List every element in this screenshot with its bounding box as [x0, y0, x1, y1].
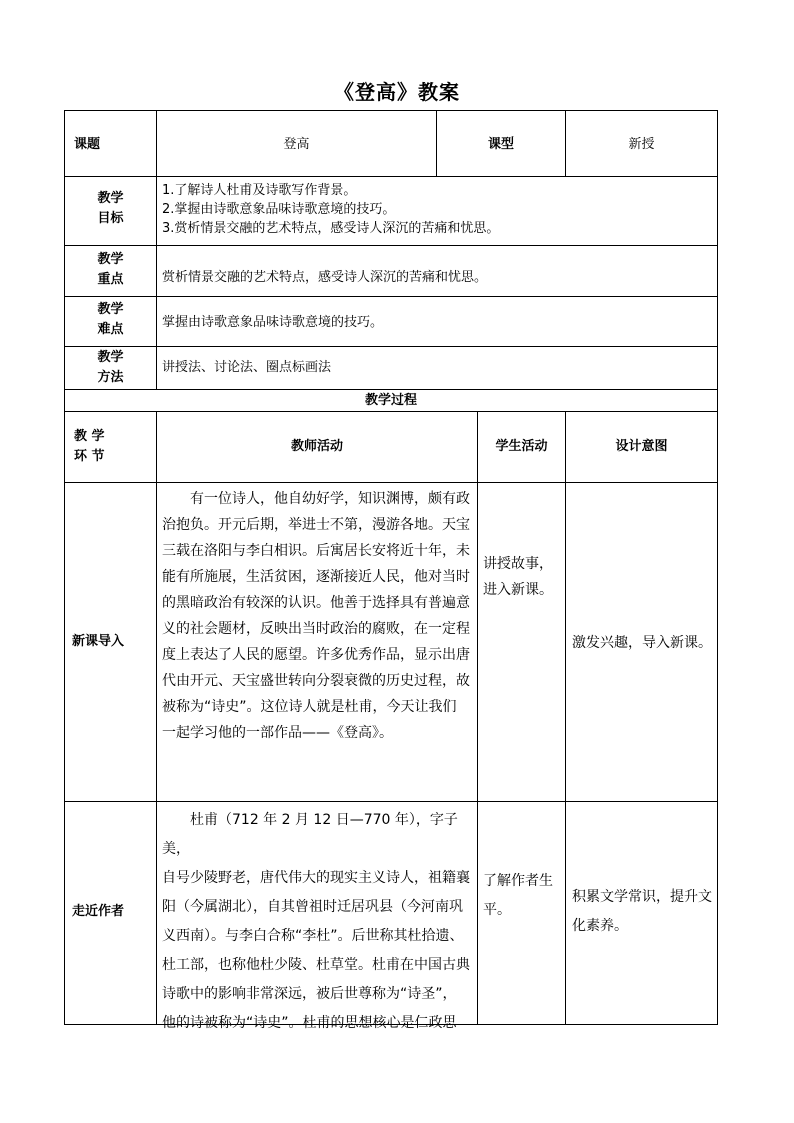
student-header: 学生活动	[495, 439, 548, 454]
intent-author: 积累文学常识，提升文 化素养。	[572, 889, 712, 934]
difficulties-value: 掌握由诗歌意象品味诗歌意境的技巧。	[162, 315, 384, 330]
intent-intro: 激发兴趣，导入新课。	[572, 635, 712, 651]
difficulties-label: 教学 难点	[97, 302, 124, 337]
text-line: 杜甫（712 年 2 月 12 日—770 年），字子美，	[162, 812, 458, 857]
text-line: 的黑暗政治有较深的认识。他善于选择具有普遍意	[162, 595, 470, 611]
objectives-label: 教学 目标	[97, 191, 124, 226]
methods-label: 教学 方法	[97, 350, 124, 385]
teacher-activity-author	[162, 806, 474, 1038]
table-rule	[64, 296, 718, 297]
table-rule	[477, 411, 478, 1024]
table-border-right	[717, 110, 718, 1025]
text-line: 阳（今属湖北），自其曾祖时迁居巩县（今河南巩	[162, 899, 463, 915]
table-rule	[64, 245, 718, 246]
page-title: 《登高》教案	[334, 80, 460, 104]
objective-item: 3.赏析情景交融的艺术特点，感受诗人深沉的苦痛和忧思。	[162, 221, 500, 236]
methods-value: 讲授法、讨论法、圈点标画法	[162, 360, 332, 375]
text-line: 度上表达了人民的愿望。许多优秀作品，显示出唐	[162, 647, 470, 663]
table-rule	[64, 346, 718, 347]
objective-item: 1.了解诗人杜甫及诗歌写作背景。	[162, 183, 357, 198]
table-rule	[64, 389, 718, 390]
teacher-activity-intro	[162, 486, 474, 746]
key-points-label: 教学 重点	[97, 252, 124, 287]
table-border-top	[64, 110, 718, 111]
table-rule	[64, 176, 718, 177]
table-rule	[64, 482, 718, 483]
table-rule	[64, 801, 718, 802]
text-line: 诗歌中的影响非常深远，被后世尊称为“诗圣”，	[162, 986, 457, 1002]
topic-label: 课题	[74, 137, 101, 152]
type-label: 课型	[487, 137, 514, 152]
topic-value: 登高	[283, 137, 310, 152]
table-rule	[565, 411, 566, 1024]
process-title: 教学过程	[364, 393, 417, 408]
key-points-value: 赏析情景交融的艺术特点，感受诗人深沉的苦痛和忧思。	[162, 270, 488, 285]
objective-item: 2.掌握由诗歌意象品味诗歌意境的技巧。	[162, 202, 396, 217]
text-line: 能有所施展，生活贫困，逐渐接近人民，他对当时	[162, 569, 470, 585]
text-line: 有一位诗人，他自幼好学，知识渊博，颇有政	[162, 491, 470, 507]
text-line: 一起学习他的一部作品——《登高》。	[162, 725, 393, 741]
text-line: 义西南）。与李白合称“李杜”。后世称其杜拾遗、	[162, 928, 464, 944]
objectives-list	[162, 181, 499, 238]
stage-intro: 新课导入	[72, 634, 125, 649]
stage-header: 教 学 环 节	[74, 429, 105, 464]
table-rule	[64, 411, 718, 412]
text-line: 治抱负。开元后期，举进士不第，漫游各地。天宝	[162, 517, 470, 533]
teacher-header: 教师活动	[290, 439, 343, 454]
student-activity-author: 了解作者生 平。	[483, 873, 553, 918]
text-line: 他的诗被称为“诗史”。杜甫的思想核心是仁政思	[162, 1015, 457, 1031]
text-line: 义的社会题材，反映出当时政治的腐败，在一定程	[162, 621, 470, 637]
text-line: 自号少陵野老，唐代伟大的现实主义诗人，祖籍襄	[162, 870, 470, 886]
text-line: 代由开元、天宝盛世转向分裂衰微的历史过程，故	[162, 673, 470, 689]
text-line: 被称为“诗史”。这位诗人就是杜甫，今天让我们	[162, 699, 457, 715]
type-value: 新授	[628, 137, 655, 152]
text-line: 杜工部，也称他杜少陵、杜草堂。杜甫在中国古典	[162, 957, 470, 973]
table-rule	[156, 411, 157, 1024]
table-border-left	[64, 110, 65, 1025]
student-activity-intro: 讲授故事， 进入新课。	[483, 556, 553, 598]
stage-author: 走近作者	[72, 904, 125, 919]
text-line: 三载在洛阳与李白相识。后寓居长安将近十年，未	[162, 543, 470, 559]
intent-header: 设计意图	[615, 439, 668, 454]
